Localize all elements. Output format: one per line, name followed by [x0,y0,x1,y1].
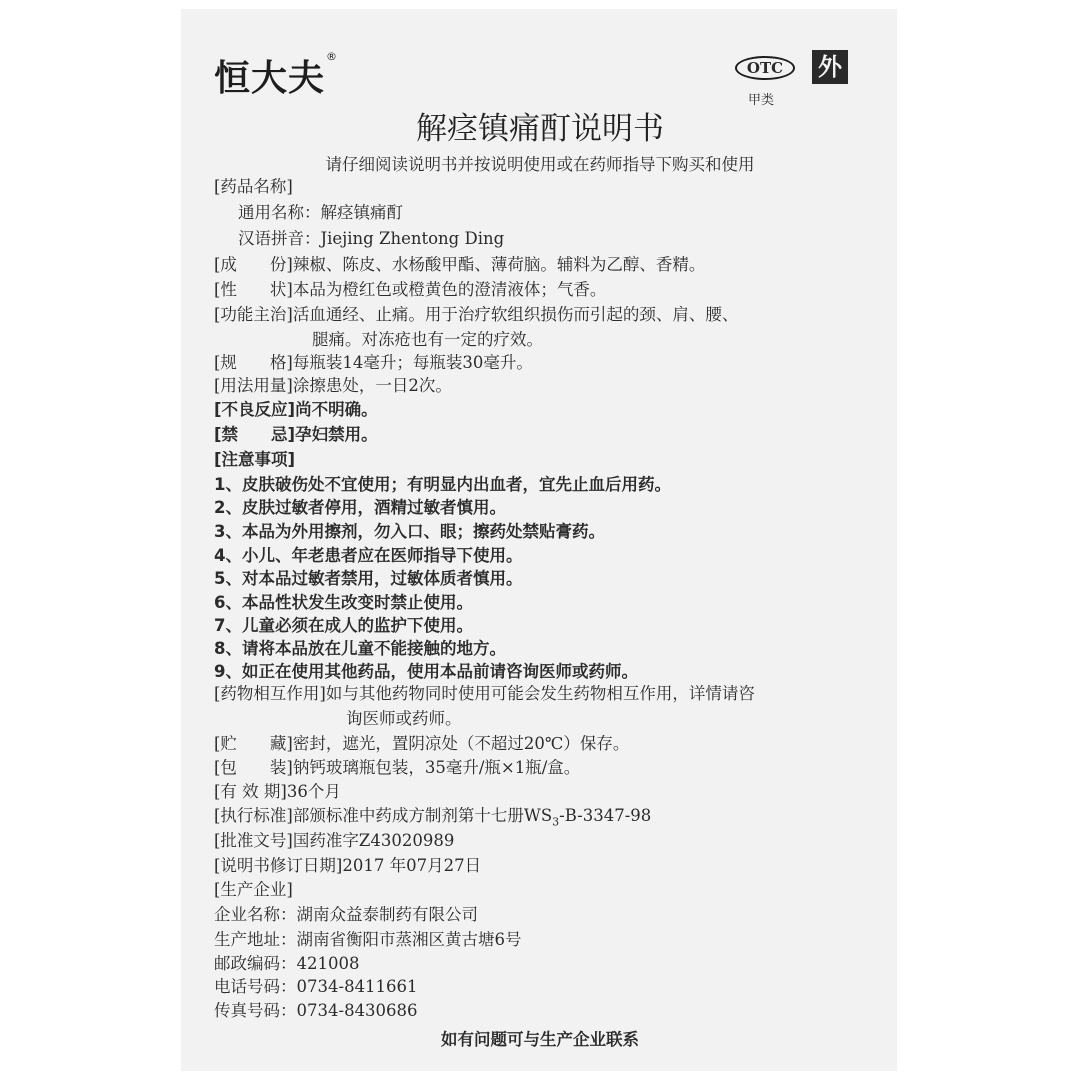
reading-notice: 请仔细阅读说明书并按说明使用或在药师指导下购买和使用 [325,155,755,174]
manufacturer-heading: [生产企业] [214,880,293,899]
interactions-row-cont: 询医师或药师。 [346,709,462,728]
package-row: [包 装]钠钙玻璃瓶包装，35毫升/瓶×1瓶/盒。 [214,758,581,777]
indications-row: [功能主治]活血通经、止痛。用于治疗软组织损伤而引起的颈、肩、腰、 [214,305,739,324]
precaution-item: 7、儿童必须在成人的监护下使用。 [214,616,473,635]
pinyin-name-row: 汉语拼音：Jiejing Zhentong Ding [238,229,505,248]
generic-name-row: 通用名称：解痉镇痛酊 [238,203,403,222]
validity-row: [有 效 期]36个月 [214,782,341,801]
precaution-item: 9、如正在使用其他药品，使用本品前请咨询医师或药师。 [214,662,638,681]
external-use-badge: 外 [812,50,848,84]
contraindication-row: [禁 忌]孕妇禁用。 [214,425,378,444]
ingredients-row: [成 份]辣椒、陈皮、水杨酸甲酯、薄荷脑。辅料为乙醇、香精。 [214,255,706,274]
precaution-item: 5、对本品过敏者禁用，过敏体质者慎用。 [214,569,523,588]
otc-badge: OTC [735,56,795,80]
properties-row: [性 状]本品为橙红色或橙黄色的澄清液体；气香。 [214,280,607,299]
precaution-item: 4、小儿、年老患者应在医师指导下使用。 [214,546,523,565]
phone-row: 电话号码：0734-8411661 [214,977,418,996]
approval-row: [批准文号]国药准字Z43020989 [214,831,455,850]
postcode-row: 邮政编码：421008 [214,954,360,973]
contact-footer: 如有问题可与生产企业联系 [441,1030,639,1049]
indications-row-cont: 腿痛。对冻疮也有一定的疗效。 [312,330,543,349]
document-title: 解痉镇痛酊说明书 [416,111,664,147]
precaution-item: 8、请将本品放在儿童不能接触的地方。 [214,639,506,658]
drug-name-heading: [药品名称] [214,177,293,196]
dosage-row: [用法用量]涂擦患处，一日2次。 [214,376,452,395]
precautions-heading: [注意事项] [214,450,296,469]
precaution-item: 3、本品为外用擦剂，勿入口、眼；擦药处禁贴膏药。 [214,522,605,541]
interactions-row: [药物相互作用]如与其他药物同时使用可能会发生药物相互作用，详情请咨 [214,684,755,703]
precaution-item: 2、皮肤过敏者停用，酒精过敏者慎用。 [214,498,506,517]
manufacturer-address-row: 生产地址：湖南省衡阳市蒸湘区黄古塘6号 [214,930,522,949]
spec-row: [规 格]每瓶装14毫升；每瓶装30毫升。 [214,353,533,372]
precaution-item: 1、皮肤破伤处不宜使用；有明显内出血者，宜先止血后用药。 [214,475,671,494]
manufacturer-name-row: 企业名称：湖南众益泰制药有限公司 [214,905,478,924]
otc-category: 甲类 [748,93,775,108]
adverse-reaction-row: [不良反应]尚不明确。 [214,400,378,419]
storage-row: [贮 藏]密封，遮光，置阴凉处（不超过20℃）保存。 [214,734,630,753]
fax-row: 传真号码：0734-8430686 [214,1001,418,1020]
brand-logo: 恒大夫® [214,50,339,99]
standard-row: [执行标准]部颁标准中药成方制剂第十七册$WS_3-B-3347-98$ [214,806,652,829]
revision-date-row: [说明书修订日期]2017 年07月27日 [214,856,482,875]
precaution-item: 6、本品性状发生改变时禁止使用。 [214,593,473,612]
